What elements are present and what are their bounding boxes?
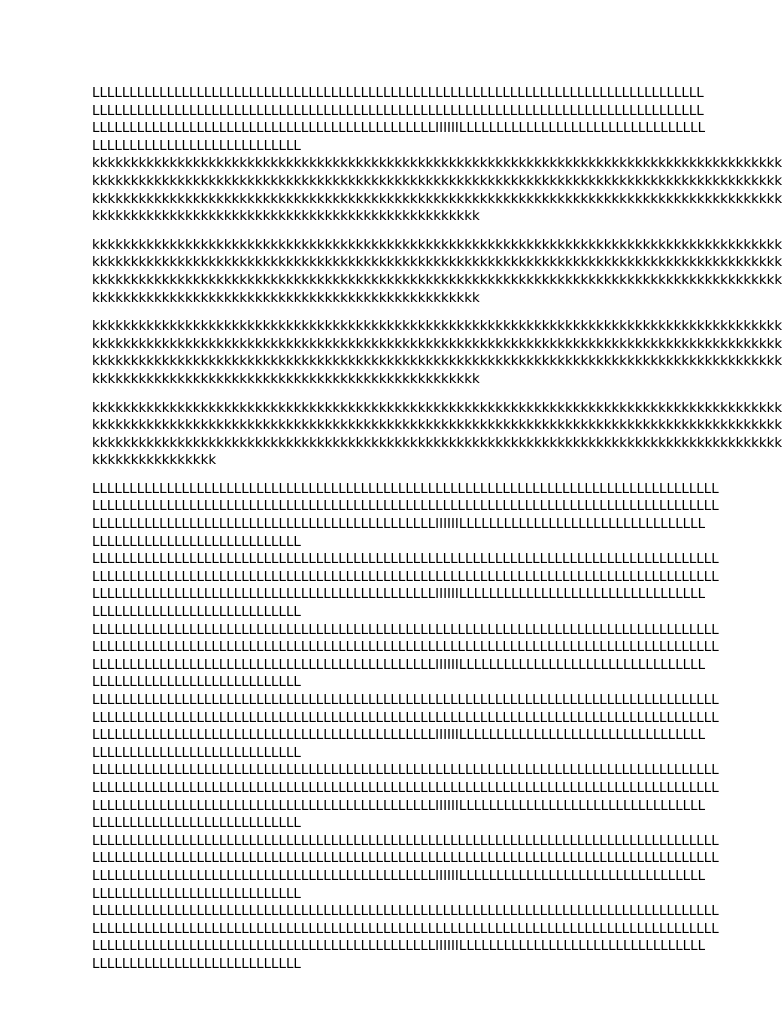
text-line: LLLLLLLLLLLLLLLLLLLLLLLLLLLL [92,534,301,550]
text-line: LLLLLLLLLLLLLLLLLLLLLLLLLLLLLLLLLLLLLLLLLLLLLLLLLLLLLLLLLLLLLLLLLLLLLLLLLLLLLLLLLLLL [92,499,719,515]
text-line: kkkkkkkkkkkkkkkkkkkkkkkkkkkkkkkkkkkkkkkkkkkkkkkkkkkkkkkkkkkkkkkkkkkkkkkkkkkkkkkkkkkkkkkkk [92,156,782,172]
text-line: LLLLLLLLLLLLLLLLLLLLLLLLLLLLLLLLLLLLLLLLLLLLLLLLLLLLLLLLLLLLLLLLLLLLLLLLLLLLLLLLLLLL [92,921,719,937]
text-line: kkkkkkkkkkkkkkkkkkkkkkkkkkkkkkkkkkkkkkkkkkkkkkkkkk [92,371,480,387]
text-line: kkkkkkkkkkkkkkkkkkkkkkkkkkkkkkkkkkkkkkkkkkkkkkkkkkkkkkkkkkkkkkkkkkkkkkkkkkkkkkkkkkkkkkkkk [92,400,782,416]
text-line: kkkkkkkkkkkkkkkkkkkkkkkkkkkkkkkkkkkkkkkkkkkkkkkkkk [92,290,480,306]
text-line: LLLLLLLLLLLLLLLLLLLLLLLLLLLLLLLLLLLLLLLLLLLLLLLLLLLLLLLLLLLLLLLLLLLLLLLLLLLLLLLLLLLL [92,710,719,726]
text-line: kkkkkkkkkkkkkkkkkkkkkkkkkkkkkkkkkkkkkkkkkkkkkkkkkk [92,209,480,225]
text-line: kkkkkkkkkkkkkkkkkkkkkkkkkkkkkkkkkkkkkkkkkkkkkkkkkkkkkkkkkkkkkkkkkkkkkkkkkkkkkkkkkkkkkkkkk [92,354,782,370]
paragraph-3 [92,318,782,388]
text-line: LLLLLLLLLLLLLLLLLLLLLLLLLLLL [92,816,301,832]
text-line: LLLLLLLLLLLLLLLLLLLLLLLLLLLL [92,138,301,154]
text-line: LLLLLLLLLLLLLLLLLLLLLLLLLLLLLLLLLLLLLLLLLLLLLLLLLLLLLLLLLLLLLLLLLLLLLLLLLLLLLLLLLLLL [92,569,719,585]
paragraph-1 [92,85,782,226]
text-line: LLLLLLLLLLLLLLLLLLLLLLLLLLLLLLLLLLLLLLLLLLLLLLIIIIIILLLLLLLLLLLLLLLLLLLLLLLLLLLLLLLLL [92,587,706,603]
paragraph-gap [92,470,692,481]
text-line: kkkkkkkkkkkkkkkkkkkkkkkkkkkkkkkkkkkkkkkkkkkkkkkkkkkkkkkkkkkkkkkkkkkkkkkkkkkkkkkkkkkkkkkkk [92,418,782,434]
paragraph-2 [92,237,782,307]
text-line: kkkkkkkkkkkkkkkk [92,453,217,469]
text-line: LLLLLLLLLLLLLLLLLLLLLLLLLLLLLLLLLLLLLLLLLLLLLLLLLLLLLLLLLLLLLLLLLLLLLLLLLLLLLLLLLLLL [92,481,719,497]
text-line: LLLLLLLLLLLLLLLLLLLLLLLLLLLL [92,745,301,761]
text-line: LLLLLLLLLLLLLLLLLLLLLLLLLLLL [92,675,301,691]
text-line: LLLLLLLLLLLLLLLLLLLLLLLLLLLLLLLLLLLLLLLLLLLLLLLLLLLLLLLLLLLLLLLLLLLLLLLLLLLLLLLLLLLL [92,904,719,920]
text-line: LLLLLLLLLLLLLLLLLLLLLLLLLLLL [92,886,301,902]
text-line: LLLLLLLLLLLLLLLLLLLLLLLLLLLLLLLLLLLLLLLLLLLLLLLLLLLLLLLLLLLLLLLLLLLLLLLLLLLLLLLLLLLL [92,833,719,849]
text-line: LLLLLLLLLLLLLLLLLLLLLLLLLLLLLLLLLLLLLLLLLLLLLLIIIIIILLLLLLLLLLLLLLLLLLLLLLLLLLLLLLLLL [92,939,706,955]
text-line: LLLLLLLLLLLLLLLLLLLLLLLLLLLLLLLLLLLLLLLLLLLLLLLLLLLLLLLLLLLLLLLLLLLLLLLLLLLLLLLLLLLL [92,763,719,779]
paragraph-gap [92,226,692,237]
text-line: LLLLLLLLLLLLLLLLLLLLLLLLLLLLLLLLLLLLLLLLLLLLLLIIIIIILLLLLLLLLLLLLLLLLLLLLLLLLLLLLLLLL [92,121,706,137]
text-line: kkkkkkkkkkkkkkkkkkkkkkkkkkkkkkkkkkkkkkkkkkkkkkkkkkkkkkkkkkkkkkkkkkkkkkkkkkkkkkkkkkkkkkkkk [92,336,782,352]
document-page [92,85,782,974]
text-line: kkkkkkkkkkkkkkkkkkkkkkkkkkkkkkkkkkkkkkkkkkkkkkkkkkkkkkkkkkkkkkkkkkkkkkkkkkkkkkkkkkkkkkkkk [92,191,782,207]
text-line: LLLLLLLLLLLLLLLLLLLLLLLLLLLLLLLLLLLLLLLLLLLLLLLLLLLLLLLLLLLLLLLLLLLLLLLLLLLLLLLLLLLL [92,622,719,638]
text-line: LLLLLLLLLLLLLLLLLLLLLLLLLLLLLLLLLLLLLLLLLLLLLLLLLLLLLLLLLLLLLLLLLLLLLLLLLLLLLLLLLL [92,103,704,119]
text-line: LLLLLLLLLLLLLLLLLLLLLLLLLLLLLLLLLLLLLLLLLLLLLLIIIIIILLLLLLLLLLLLLLLLLLLLLLLLLLLLLLLLL [92,868,706,884]
text-line: kkkkkkkkkkkkkkkkkkkkkkkkkkkkkkkkkkkkkkkkkkkkkkkkkkkkkkkkkkkkkkkkkkkkkkkkkkkkkkkkkkkkkkkkk [92,173,782,189]
text-line: kkkkkkkkkkkkkkkkkkkkkkkkkkkkkkkkkkkkkkkkkkkkkkkkkkkkkkkkkkkkkkkkkkkkkkkkkkkkkkkkkkkkkkkkk [92,272,782,288]
text-line: LLLLLLLLLLLLLLLLLLLLLLLLLLLLLLLLLLLLLLLLLLLLLLLLLLLLLLLLLLLLLLLLLLLLLLLLLLLLLLLLLLLL [92,780,719,796]
text-line: LLLLLLLLLLLLLLLLLLLLLLLLLLLL [92,956,301,972]
paragraph-gap [92,389,692,400]
text-line: LLLLLLLLLLLLLLLLLLLLLLLLLLLLLLLLLLLLLLLLLLLLLLIIIIIILLLLLLLLLLLLLLLLLLLLLLLLLLLLLLLLL [92,517,706,533]
text-line: LLLLLLLLLLLLLLLLLLLLLLLLLLLLLLLLLLLLLLLLLLLLLLLLLLLLLLLLLLLLLLLLLLLLLLLLLLLLLLLLLLLL [92,640,719,656]
text-line: LLLLLLLLLLLLLLLLLLLLLLLLLLLLLLLLLLLLLLLLLLLLLLLLLLLLLLLLLLLLLLLLLLLLLLLLLLLLLLLLLLLL [92,693,719,708]
text-line: LLLLLLLLLLLLLLLLLLLLLLLLLLLLLLLLLLLLLLLLLLLLLLIIIIIILLLLLLLLLLLLLLLLLLLLLLLLLLLLLLLLL [92,798,706,814]
text-line: LLLLLLLLLLLLLLLLLLLLLLLLLLLLLLLLLLLLLLLLLLLLLLLLLLLLLLLLLLLLLLLLLLLLLLLLLLLLLLLLLLLL [92,552,719,568]
text-line: kkkkkkkkkkkkkkkkkkkkkkkkkkkkkkkkkkkkkkkkkkkkkkkkkkkkkkkkkkkkkkkkkkkkkkkkkkkkkkkkkkkkkkkkk [92,237,782,253]
text-line: LLLLLLLLLLLLLLLLLLLLLLLLLLLL [92,605,301,621]
paragraph-5 [92,481,719,974]
text-line: LLLLLLLLLLLLLLLLLLLLLLLLLLLLLLLLLLLLLLLLLLLLLLIIIIIILLLLLLLLLLLLLLLLLLLLLLLLLLLLLLLLL [92,657,706,673]
paragraph-4 [92,400,782,470]
text-line: kkkkkkkkkkkkkkkkkkkkkkkkkkkkkkkkkkkkkkkkkkkkkkkkkkkkkkkkkkkkkkkkkkkkkkkkkkkkkkkkkkkkkkkkk [92,255,782,271]
text-line: kkkkkkkkkkkkkkkkkkkkkkkkkkkkkkkkkkkkkkkkkkkkkkkkkkkkkkkkkkkkkkkkkkkkkkkkkkkkkkkkkkkkkkkkk [92,319,782,335]
text-line: kkkkkkkkkkkkkkkkkkkkkkkkkkkkkkkkkkkkkkkkkkkkkkkkkkkkkkkkkkkkkkkkkkkkkkkkkkkkkkkkkkkkkkkkk [92,435,782,451]
text-line: LLLLLLLLLLLLLLLLLLLLLLLLLLLLLLLLLLLLLLLLLLLLLLIIIIIILLLLLLLLLLLLLLLLLLLLLLLLLLLLLLLLL [92,728,706,744]
text-line: LLLLLLLLLLLLLLLLLLLLLLLLLLLLLLLLLLLLLLLLLLLLLLLLLLLLLLLLLLLLLLLLLLLLLLLLLLLLLLLLLL [92,86,704,101]
text-line: LLLLLLLLLLLLLLLLLLLLLLLLLLLLLLLLLLLLLLLLLLLLLLLLLLLLLLLLLLLLLLLLLLLLLLLLLLLLLLLLLLLL [92,851,719,867]
paragraph-gap [92,307,692,318]
